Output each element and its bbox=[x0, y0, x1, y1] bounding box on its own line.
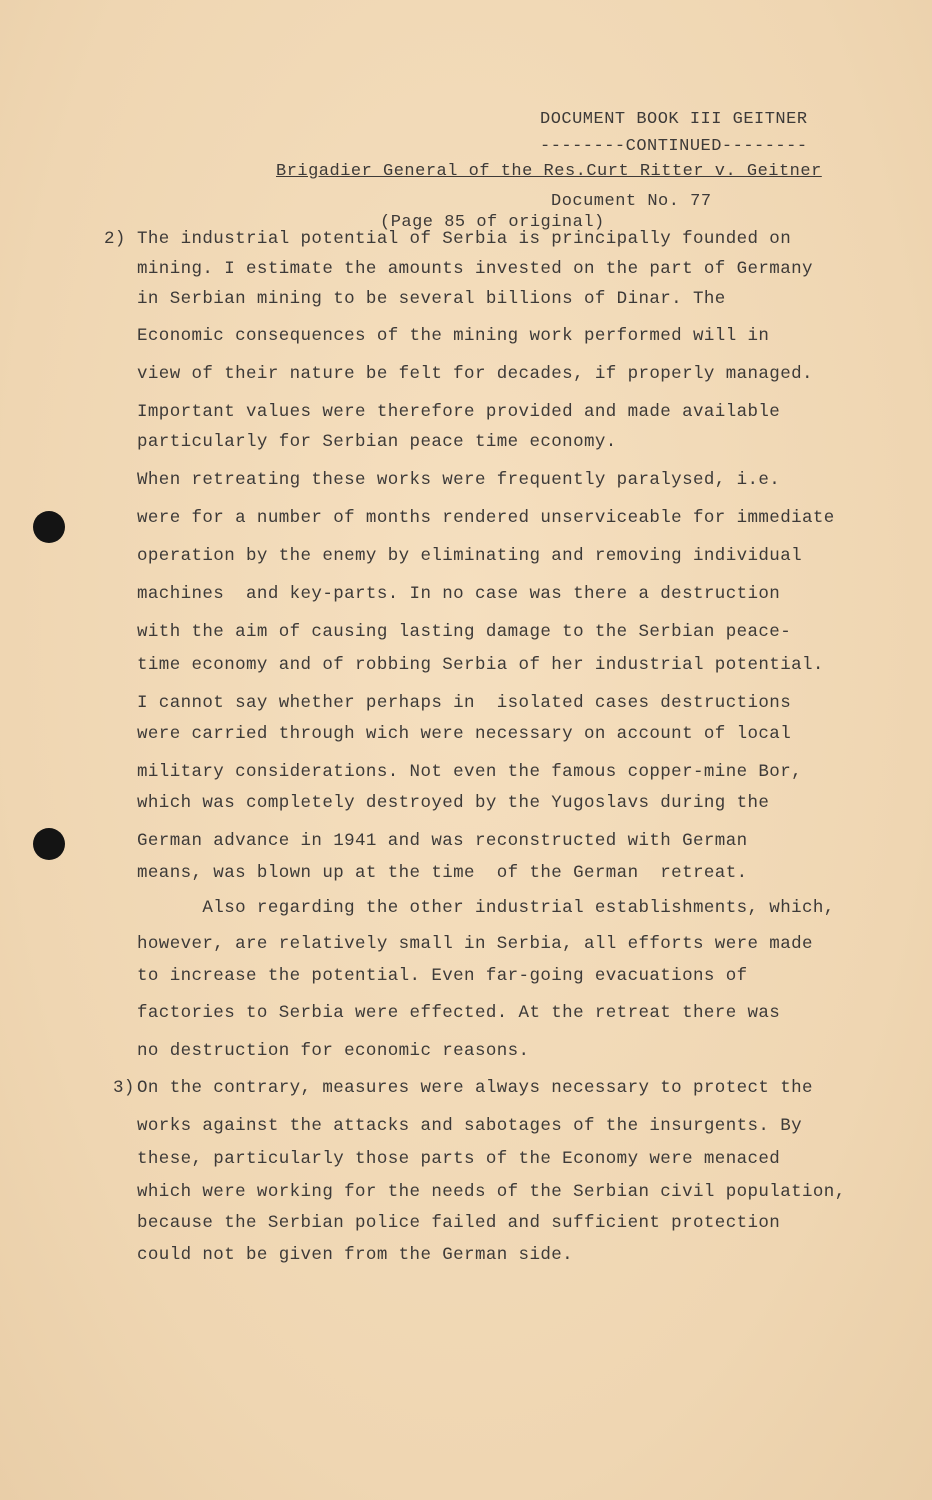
text-line: factories to Serbia were effected. At the retreat there was bbox=[137, 1003, 781, 1023]
text-line: were carried through wich were necessary on account of local bbox=[137, 724, 792, 744]
text-line: I cannot say whether perhaps in isolated cases destructions bbox=[137, 693, 792, 713]
author-line: Brigadier General of the Res.Curt Ritter v. Geitner bbox=[276, 162, 822, 181]
text-line: view of their nature be felt for decades, if properly managed. bbox=[137, 364, 813, 384]
text-line: to increase the potential. Even far-going evacuations of bbox=[137, 966, 748, 986]
text-line: On the contrary, measures were always necessary to protect the bbox=[137, 1078, 813, 1098]
text-line: with the aim of causing lasting damage to the Serbian peace- bbox=[137, 622, 792, 642]
section-2-text bbox=[137, 229, 897, 1071]
punch-hole-lower bbox=[33, 828, 65, 860]
text-line: works against the attacks and sabotages of the insurgents. By bbox=[137, 1116, 803, 1136]
text-line: Important values were therefore provided and made available bbox=[137, 402, 781, 422]
punch-hole-upper bbox=[33, 511, 65, 543]
text-line: military considerations. Not even the famous copper-mine Bor, bbox=[137, 762, 803, 782]
text-line: machines and key-parts. In no case was there a destruction bbox=[137, 584, 781, 604]
document-book-title: DOCUMENT BOOK III GEITNER bbox=[540, 110, 808, 129]
text-line: means, was blown up at the time of the German retreat. bbox=[137, 863, 748, 883]
text-line: which were working for the needs of the Serbian civil population, bbox=[137, 1182, 846, 1202]
text-line: particularly for Serbian peace time economy. bbox=[137, 432, 617, 452]
text-line: were for a number of months rendered unserviceable for immediate bbox=[137, 508, 835, 528]
text-line: German advance in 1941 and was reconstructed with German bbox=[137, 831, 748, 851]
text-line: however, are relatively small in Serbia, all efforts were made bbox=[137, 934, 813, 954]
text-line: because the Serbian police failed and sufficient protection bbox=[137, 1213, 781, 1233]
section-number-3: 3) bbox=[113, 1078, 135, 1098]
text-line: could not be given from the German side. bbox=[137, 1245, 574, 1265]
section-3-text bbox=[137, 1078, 897, 1275]
text-line: these, particularly those parts of the Economy were menaced bbox=[137, 1149, 781, 1169]
text-line: Economic consequences of the mining work performed will in bbox=[137, 326, 770, 346]
text-line: The industrial potential of Serbia is principally founded on bbox=[137, 229, 792, 249]
text-line: When retreating these works were frequently paralysed, i.e. bbox=[137, 470, 781, 490]
text-line: which was completely destroyed by the Yugoslavs during the bbox=[137, 793, 770, 813]
text-line: in Serbian mining to be several billions of Dinar. The bbox=[137, 289, 726, 309]
section-number-2: 2) bbox=[104, 229, 126, 249]
page-reference: (Page 85 of original) bbox=[380, 213, 605, 232]
text-line: operation by the enemy by eliminating and removing individual bbox=[137, 546, 803, 566]
document-number: Document No. 77 bbox=[551, 192, 712, 211]
text-line: mining. I estimate the amounts invested on the part of Germany bbox=[137, 259, 813, 279]
text-line: no destruction for economic reasons. bbox=[137, 1041, 530, 1061]
continued-label: --------CONTINUED-------- bbox=[540, 137, 808, 156]
text-line: time economy and of robbing Serbia of her industrial potential. bbox=[137, 655, 824, 675]
text-line: Also regarding the other industrial establishments, which, bbox=[137, 898, 835, 918]
